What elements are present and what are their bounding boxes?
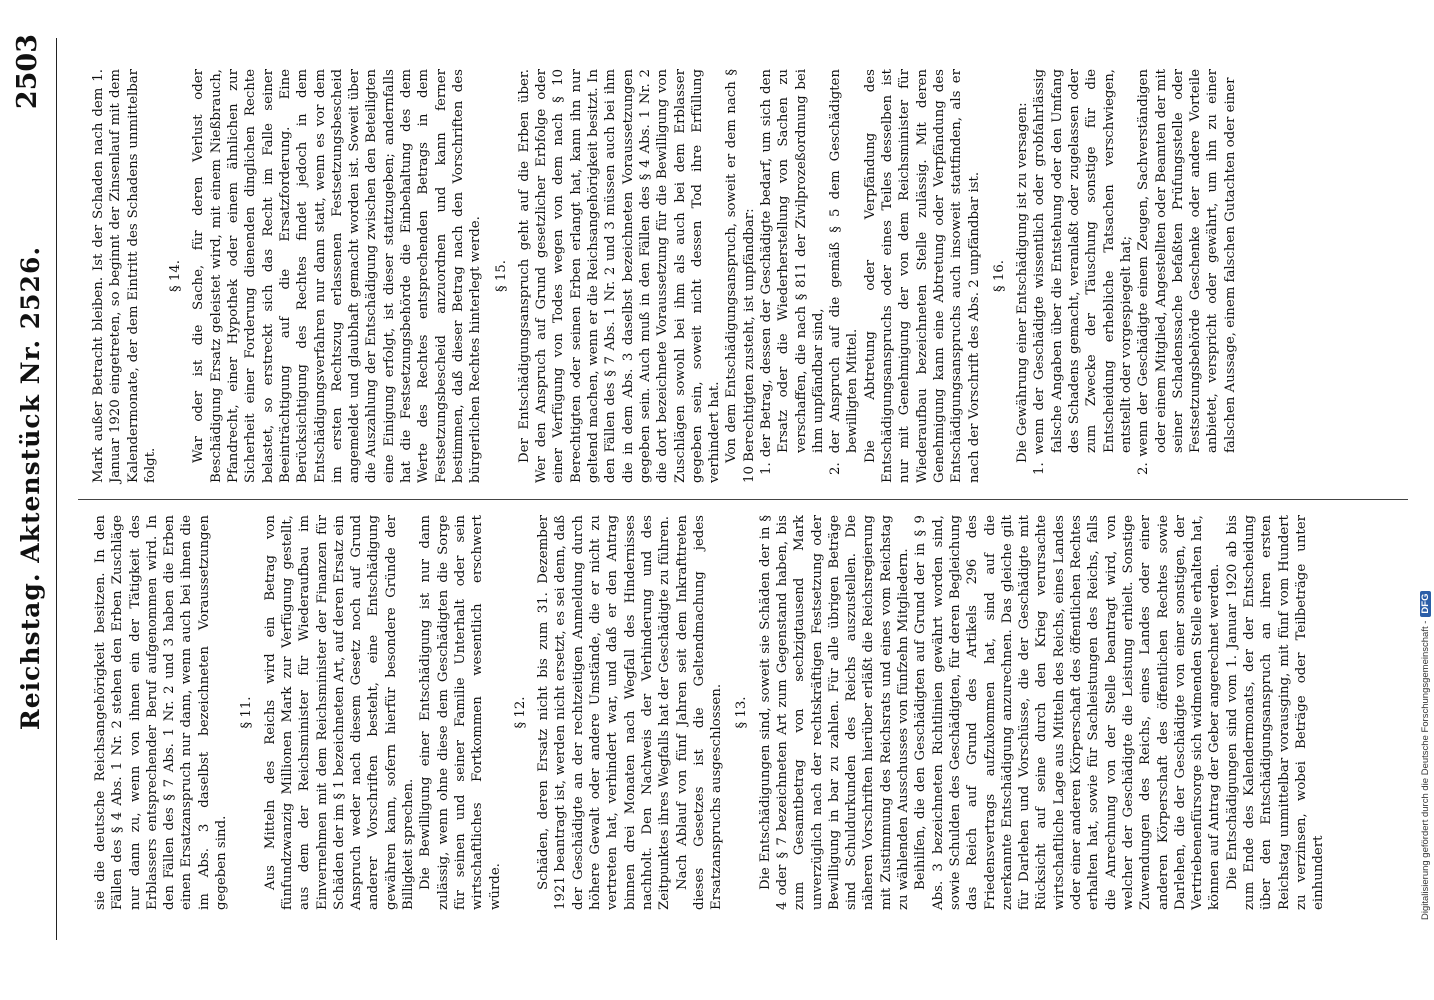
- digitization-credit: [1420, 20, 1434, 920]
- paragraph: sie die deutsche Reichsangehörigkeit besitzen. In den Fällen des § 4 Abs. 1 Nr. 2 stehen den Erben Zuschläge nur dann zu, wenn von ihnen ein der Tätigkeit des Erblassers entsprechender Beruf aufgenommen wird. In den Fällen des § 7 Abs. 1 Nr. 2 und 3 haben die Erben einen Ersatzanspruch nur dann, wenn auch bei ihnen die im Abs. 3 daselbst bezeichneten Voraussetzungen gegeben sind.: [93, 515, 230, 910]
- list-item: 2. wenn der Geschädigte einem Zeugen, Sachverständigen oder einem Mitglied, Angestellten oder Beamten der mit seiner Schadenssache befaßten Prüfungsstelle oder Festsetzungsbehörde Geschenke oder andere Vorteile anbietet, verspricht oder gewährt, um ihn zu einer falschen Aussage, einem falschen Gutachten oder einer: [1136, 69, 1238, 475]
- page-header: [12, 34, 58, 942]
- section-heading: § 14.: [168, 259, 184, 293]
- paragraph: Der Entschädigungsanspruch geht auf die Erben über. Wer den Anspruch auf Grund gesetzlicher Erbfolge oder einer Verfügung von Todes wegen von dem nach § 10 Berechtigten oder seinen Erben erlangt hat, kann ihn nur geltend machen, wenn er die Reichsangehörigkeit besitzt. In den Fällen des § 7 Abs. 1 Nr. 2 und 3 müssen auch bei ihm die in dem Abs. 3 daselbst bezeichneten Voraussetzungen gegeben sein. Auch muß in den Fällen des § 4 Abs. 1 Nr. 2 die dort bezeichnete Voraussetzung für die Bewilligung von Zuschlägen sowohl bei ihm als auch bei dem Erblasser gegeben sein, soweit nicht dessen Tod ihre Erfüllung verhindert hat.: [516, 69, 723, 483]
- dfg-logo: DFG: [1420, 591, 1431, 617]
- list-item: 2. der Anspruch auf die gemäß § 5 dem Geschädigten bewilligten Mittel.: [828, 69, 861, 475]
- credit-text: Digitalisierung gefördert durch die Deutsche Forschungsgemeinschaft -: [1420, 620, 1431, 920]
- numbered-list: [1031, 69, 1239, 483]
- paragraph: Mark außer Betracht bleiben. Ist der Schaden nach dem 1. Januar 1920 eingetreten, so beginnt der Zinsenlauf mit dem Kalendermonate, der dem Eintritt des Schadens unmittelbar folgt.: [91, 69, 158, 483]
- right-column: [90, 69, 1239, 483]
- paragraph: Schäden, deren Ersatz nicht bis zum 31. Dezember 1921 beantragt ist, werden nicht ersetzt, es sei denn, daß der Geschädigte an der rechtzeitigen Anmeldung durch höhere Gewalt oder andere Umstände, die er nicht zu vertreten hat, verhindert war, und daß er den Antrag binnen drei Monaten nach Wegfall des Hindernisses nachholt. Den Nachweis der Verhinderung und des Zeitpunktes ihres Wegfalls hat der Geschädigte zu führen.: [536, 515, 673, 910]
- column-divider: [78, 499, 1408, 500]
- section-heading: § 12.: [512, 696, 528, 729]
- section-heading: § 15.: [493, 259, 509, 293]
- paragraph: Nach Ablauf von fünf Jahren seit dem Inkrafttreten dieses Gesetzes ist die Geltendmachung jedes Ersatzanspruchs ausgeschlossen.: [674, 515, 725, 910]
- page-number: 2503: [12, 34, 43, 110]
- list-item: 1. der Betrag, dessen der Geschädigte bedarf, um sich den Ersatz oder die Wiederherstellung von Sachen zu verschaffen, die nach § 811 der Zivilprozeßordnung bei ihm unpfändbar sind,: [758, 69, 826, 475]
- running-title: Reichstag. Aktenstück Nr. 2526.: [16, 245, 45, 731]
- paragraph: Die Bewilligung einer Entschädigung ist nur dann zulässig, wenn ohne diese dem Geschädigten die Sorge für seinen und seiner Familie Unterhalt oder sein wirtschaftliches Fortkommen wesentlich erschwert würde.: [418, 515, 503, 910]
- section-heading: § 13.: [734, 696, 750, 729]
- section-heading: § 11.: [239, 696, 255, 729]
- paragraph: Beihilfen, die den Geschädigten auf Grund der in § 9 Abs. 3 bezeichneten Richtlinien gewährt worden sind, sowie Schulden des Geschädigten, für deren Begleichung das Reich auf Grund des Artikels 296 des Friedensvertrags aufzukommen hat, sind auf die zuerkannte Entschädigung anzurechnen. Das gleiche gilt für Darlehen und Vorschüsse, die der Geschädigte mit Rücksicht auf seine durch den Krieg verursachte wirtschaftliche Lage aus Mitteln des Reichs, eines Landes oder einer anderen Körperschaft des öffentlichen Rechtes erhalten hat, sowie für Sachleistungen des Reichs, falls die Anrechnung von der Stelle beantragt wird, von welcher der Geschädigte die Leistung erhielt. Sonstige Zuwendungen des Reichs, eines Landes oder einer anderen Körperschaft des öffentlichen Rechtes sowie Darlehen, die der Geschädigte von einer sonstigen, der Vertriebenenfürsorge sich widmenden Stelle erhalten hat, können auf Antrag der Geber angerechnet werden.: [913, 515, 1223, 910]
- numbered-list: [758, 69, 862, 483]
- paragraph: Die Entschädigungen sind vom 1. Januar 1920 ab bis zum Ende des Kalendermonats, der der Entscheidung über den Entschädigungsanspruch an ihren ersten Reichstag unmittelbar vorausging, mit fünf vom Hundert zu verzinsen, wobei Beträge oder Teilbeträge unter einhundert: [1224, 515, 1327, 910]
- paragraph: Die Abtretung oder Verpfändung des Entschädigungsanspruchs oder eines Teiles desselben ist nur mit Genehmigung der von dem Reichsminister für Wiederaufbau bezeichneten Stelle zulässig. Mit deren Genehmigung kann eine Abtretung oder Verpfändung des Entschädigungsanspruchs auch insoweit stattfinden, als er nach der Vorschrift des Abs. 2 unpfändbar ist.: [862, 69, 982, 483]
- list-item: 1. wenn der Geschädigte wissentlich oder grobfahrlässig falsche Angaben über die Entstehung oder den Umfang des Schadens gemacht, veranlaßt oder zugelassen oder zum Zwecke der Täuschung sonstige für die Entscheidung erhebliche Tatsachen verschwiegen, entstellt oder vorgespiegelt hat;: [1032, 69, 1134, 475]
- section-heading: § 16.: [991, 259, 1007, 293]
- paragraph: War oder ist die Sache, für deren Verlust oder Beschädigung Ersatz geleistet wird, mit einem Nießbrauch, Pfandrecht, einer Hypothek oder einem ähnlichen zur Sicherheit einer Forderung dienenden dinglichen Rechte belastet, so erstreckt sich das Recht im Falle seiner Beeinträchtigung auf die Ersatzforderung. Eine Berücksichtigung des Rechtes findet jedoch in dem Entschädigungsverfahren nur dann statt, wenn es vor dem im ersten Rechtszug erlassenen Festsetzungsbescheid angemeldet und glaubhaft gemacht worden ist. Soweit über die Auszahlung der Entschädigung zwischen den Beteiligten eine Einigung erfolgt, ist dieser stattzugeben; andernfalls hat die Festsetzungsbehörde die Einbehaltung des dem Werte des Rechtes entsprechenden Betrags in dem Festsetzungsbescheid anzuordnen und kann ferner bestimmen, daß dieser Betrag nach den Vorschriften des bürgerlichen Rechtes hinterlegt werde.: [191, 69, 484, 483]
- paragraph: Die Entschädigungen sind, soweit sie Schäden der in § 4 oder § 7 bezeichneten Art zum Gegenstand haben, bis zum Gesamtbetrag von sechzigtausend Mark unverzüglich nach der rechtskräftigen Festsetzung oder Bewilligung in bar zu zahlen. Für alle übrigen Beträge sind Schuldurkunden des Reichs auszustellen. Die näheren Vorschriften hierüber erläßt die Reichsregierung mit Zustimmung des Reichsrats und eines vom Reichstag zu wählenden Ausschusses von fünfzehn Mitgliedern.: [757, 515, 912, 910]
- paragraph: Von dem Entschädigungsanspruch, soweit er dem nach § 10 Berechtigten zusteht, ist unpfändbar:: [724, 69, 757, 483]
- header-rule: [56, 38, 57, 940]
- left-column: [92, 515, 1327, 910]
- paragraph: Die Gewährung einer Entschädigung ist zu versagen:: [1015, 102, 1031, 463]
- paragraph: Aus Mitteln des Reichs wird ein Betrag von fünfundzwanzig Millionen Mark zur Verfügung gestellt, aus dem der Reichsminister für Wiederaufbau im Einvernehmen mit dem Reichsminister der Finanzen für Schäden der im § 1 bezeichneten Art, auf deren Ersatz ein Anspruch weder nach diesem Gesetz noch auf Grund anderer Vorschriften besteht, eine Entschädigung gewähren kann, sofern hierfür besondere Gründe der Billigkeit sprechen.: [262, 515, 417, 910]
